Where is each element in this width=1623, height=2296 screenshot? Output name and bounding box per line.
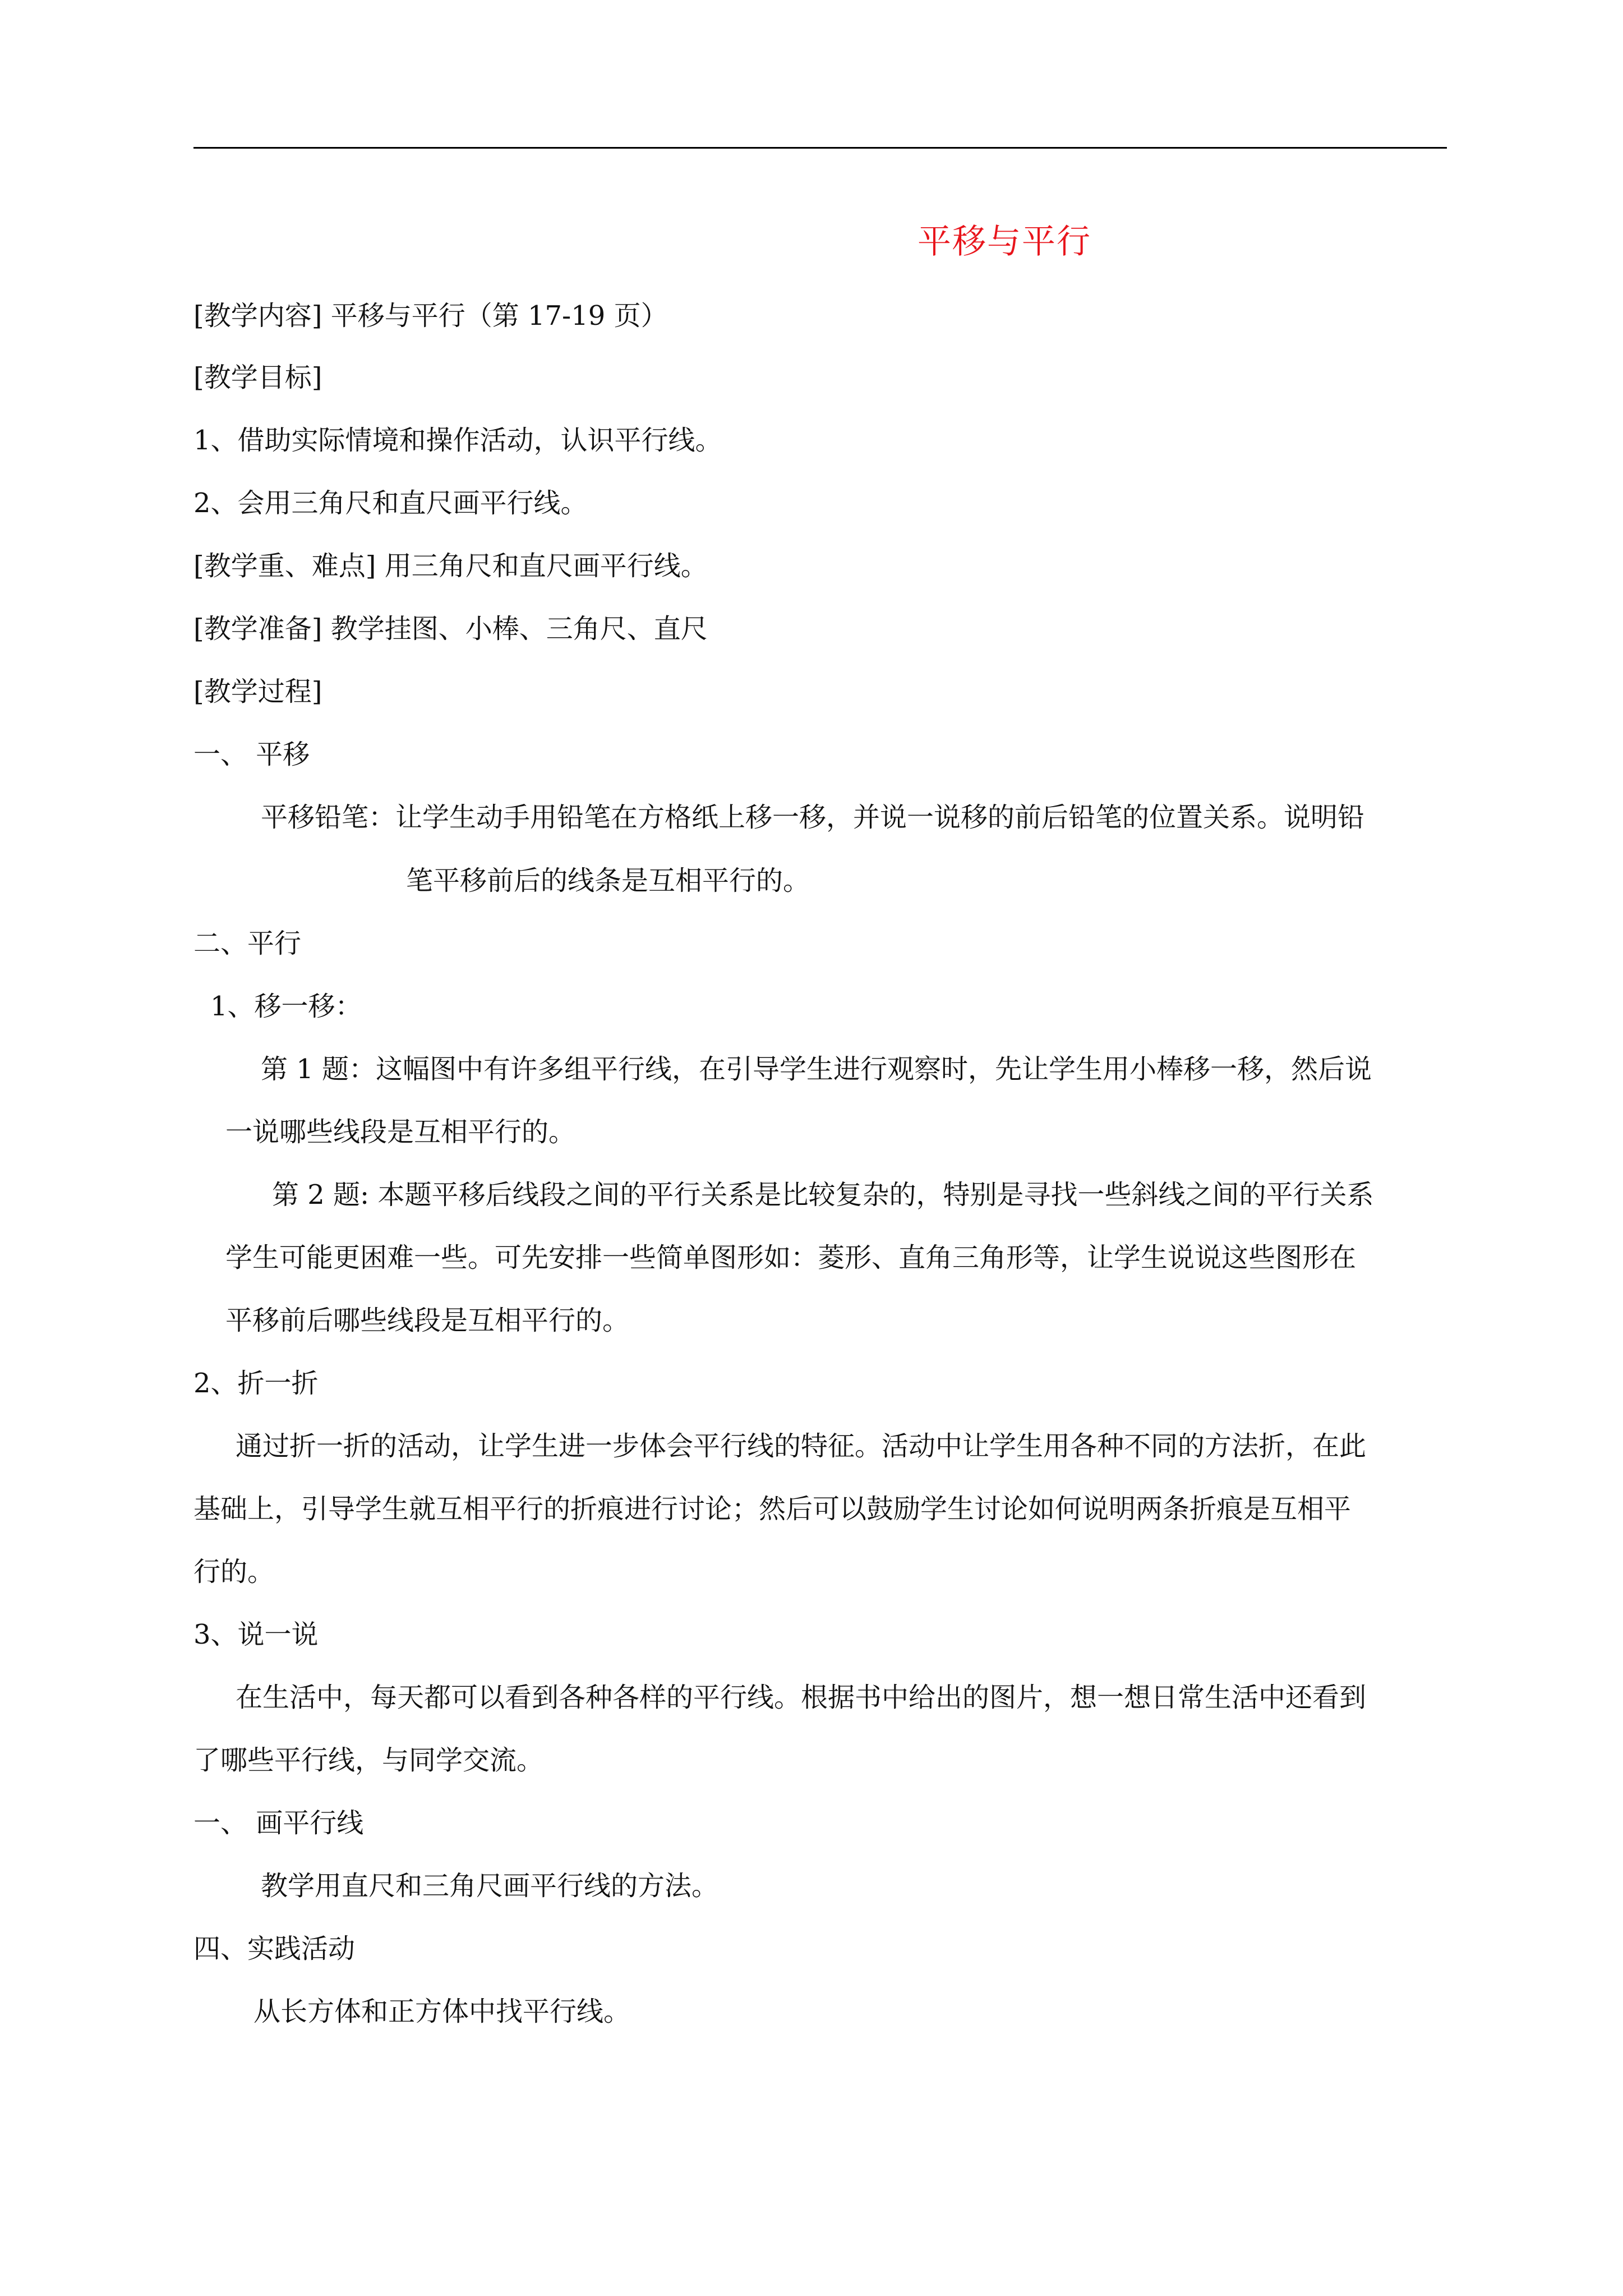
content-line: 平移前后哪些线段是互相平行的。: [225, 1305, 630, 1336]
content-line: 2、折一折: [193, 1368, 319, 1399]
content-line: [教学过程]: [193, 676, 322, 707]
content-line: [教学内容] 平移与平行（第 17-19 页）: [193, 300, 668, 332]
content-line: 笔平移前后的线条是互相平行的。: [406, 865, 810, 896]
content-line: 平移铅笔：让学生动手用铅笔在方格纸上移一移，并说一说移的前后铅笔的位置关系。说明铅: [261, 802, 1365, 833]
section-heading: 一、 画平行线: [193, 1807, 364, 1839]
section-heading: 二、平行: [193, 928, 302, 959]
content-line: 在生活中，每天都可以看到各种各样的平行线。根据书中给出的图片，想一想日常生活中还看到: [236, 1682, 1367, 1713]
content-line: [教学准备] 教学挂图、小棒、三角尺、直尺: [193, 613, 708, 645]
header-rule: [193, 147, 1447, 149]
content-line: 基础上，引导学生就互相平行的折痕进行讨论；然后可以鼓励学生讨论如何说明两条折痕是互相平: [193, 1493, 1352, 1525]
content-line: 通过折一折的活动，让学生进一步体会平行线的特征。活动中让学生用各种不同的方法折，在此: [236, 1430, 1367, 1462]
content-line: 3、说一说: [193, 1619, 319, 1650]
content-line: 教学用直尺和三角尺画平行线的方法。: [261, 1870, 719, 1902]
content-line: 第 2 题: 本题平移后线段之间的平行关系是比较复杂的，特别是寻找一些斜线之间的平行关系: [272, 1179, 1374, 1211]
content-line: [教学目标]: [193, 362, 322, 393]
content-line: 了哪些平行线，与同学交流。: [193, 1745, 544, 1776]
content-line: 一说哪些线段是互相平行的。: [225, 1116, 576, 1148]
content-line: 1、移一移：: [210, 991, 362, 1022]
content-line: [教学重、难点] 用三角尺和直尺画平行线。: [193, 550, 708, 582]
content-line: 1、借助实际情境和操作活动，认识平行线。: [193, 425, 722, 456]
section-heading: 一、 平移: [193, 739, 310, 770]
content-line: 2、会用三角尺和直尺画平行线。: [193, 487, 588, 519]
content-line: 从长方体和正方体中找平行线。: [253, 1996, 631, 2027]
document-title: 平移与平行: [917, 222, 1091, 261]
section-heading: 四、实践活动: [193, 1933, 356, 1964]
content-line: 第 1 题：这幅图中有许多组平行线，在引导学生进行观察时，先让学生用小棒移一移，然后说: [261, 1053, 1372, 1085]
content-line: 行的。: [193, 1556, 275, 1588]
content-line: 学生可能更困难一些。可先安排一些简单图形如：菱形、直角三角形等，让学生说说这些图形在: [225, 1242, 1357, 1273]
